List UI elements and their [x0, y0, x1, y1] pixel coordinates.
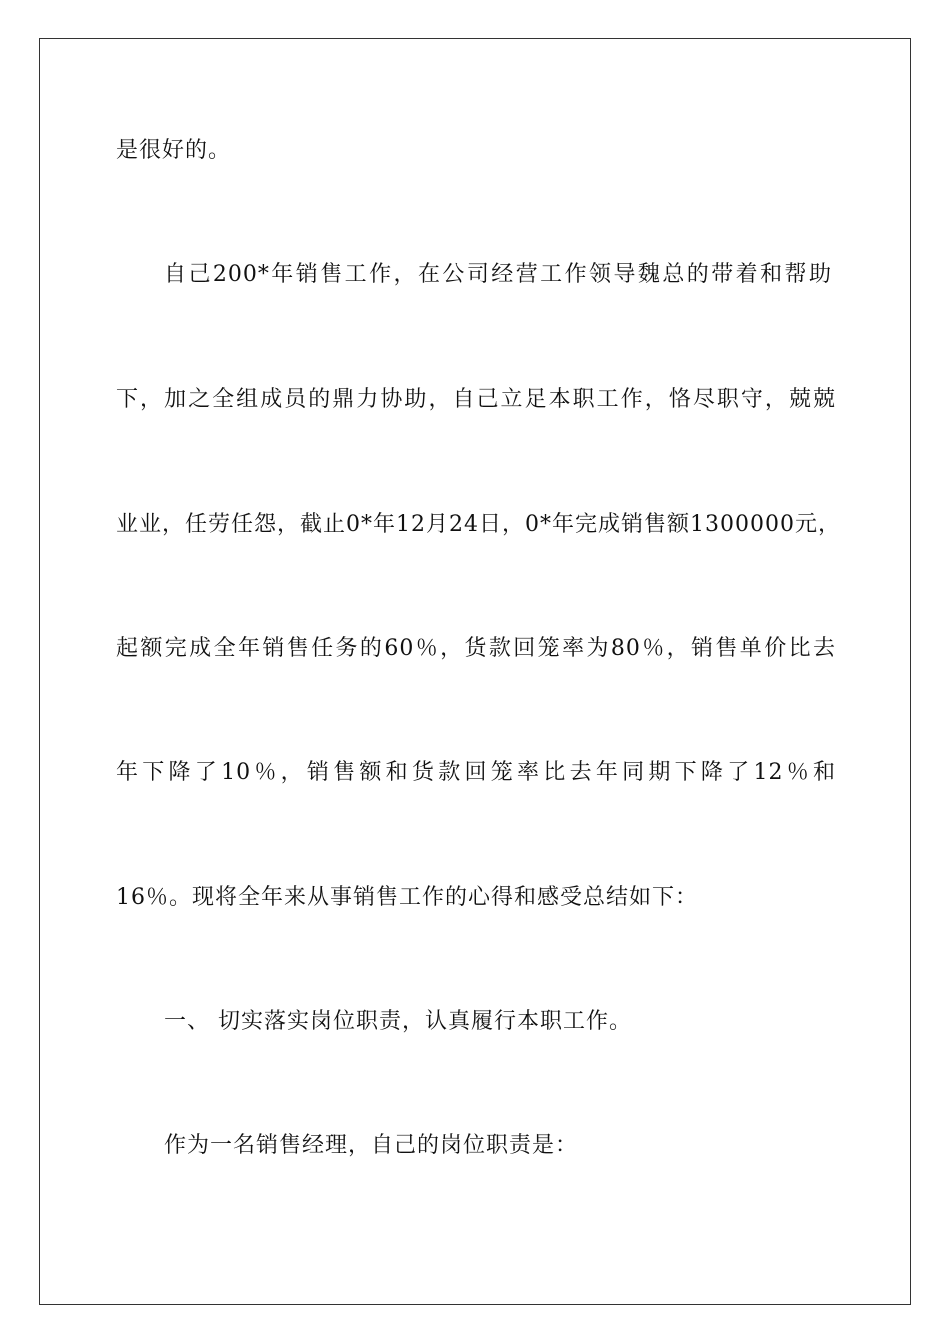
paragraph-line-1: 是很好的。	[116, 138, 232, 163]
paragraph-line-9: 作为一名销售经理，自己的岗位职责是：	[164, 1133, 579, 1158]
paragraph-line-2: 自己200*年销售工作，在公司经营工作领导魏总的带着和帮助	[164, 262, 832, 287]
paragraph-line-6: 年下降了10％，销售额和货款回笼率比去年同期下降了12％和	[116, 760, 836, 785]
paragraph-line-4: 业业，任劳任怨，截止0*年12月24日，0*年完成销售额1300000元，	[116, 512, 841, 537]
paragraph-line-3: 下，加之全组成员的鼎力协助，自己立足本职工作，恪尽职守，兢兢	[116, 387, 836, 412]
paragraph-line-7: 16％。现将全年来从事销售工作的心得和感受总结如下：	[116, 885, 698, 910]
paragraph-line-5: 起额完成全年销售任务的60％，货款回笼率为80％，销售单价比去	[116, 636, 836, 661]
page-border	[39, 38, 911, 1305]
section-heading-1: 一、 切实落实岗位职责，认真履行本职工作。	[164, 1009, 632, 1034]
